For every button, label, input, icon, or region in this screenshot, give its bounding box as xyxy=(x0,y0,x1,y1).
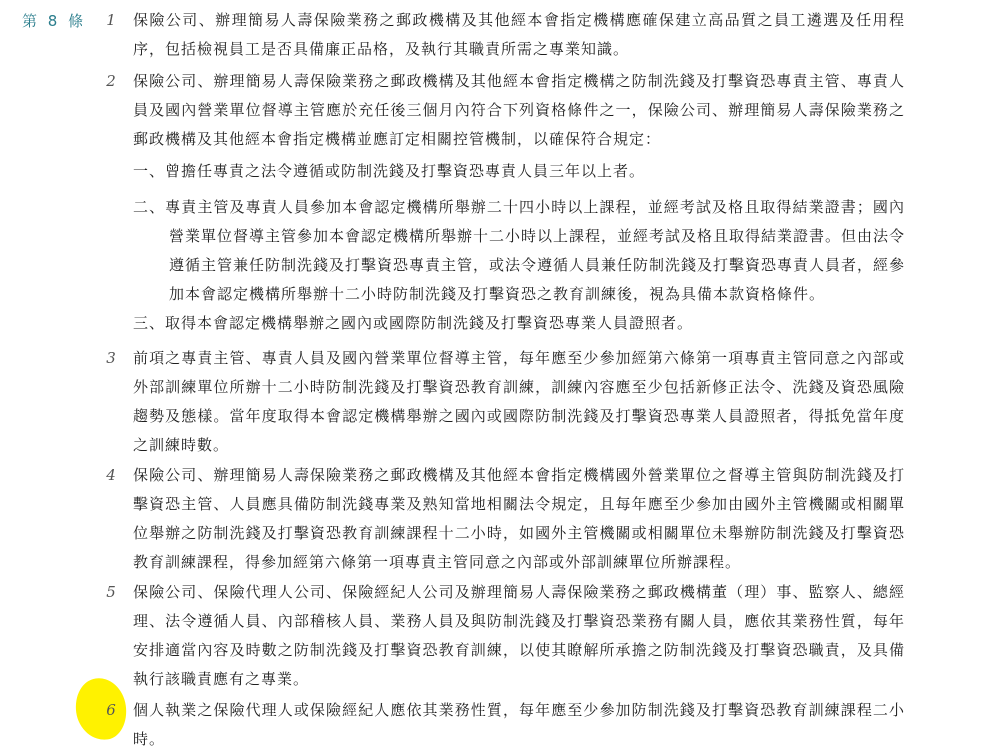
highlight-mark xyxy=(72,675,130,743)
paragraph-text: 保險公司、保險代理人公司、保險經紀人公司及辦理簡易人壽保險業務之郵政機構董（理）事、監察人、總經理、法令遵循人員、內部稽核人員、業務人員及與防制洗錢及打擊資恐業務有關人員，應依其業務性質，每年安排適當內容及時數之防制洗錢及打擊資恐教育訓練，以使其瞭解所承擔之防制洗錢及打擊資恐職責，及具備執行該職責應有之專業。 xyxy=(133,583,905,688)
paragraph-number: 6 xyxy=(106,701,116,719)
paragraph-text: 保險公司、辦理簡易人壽保險業務之郵政機構及其他經本會指定機構之防制洗錢及打擊資恐專責主管、專責人員及國內營業單位督導主管應於充任後三個月內符合下列資格條件之一，保險公司、辦理簡易人壽保險業務之郵政機構及其他經本會指定機構並應訂定相關控管機制，以確保符合規定： xyxy=(133,72,905,148)
paragraph-text: 個人執業之保險代理人或保險經紀人應依其業務性質，每年應至少參加防制洗錢及打擊資恐教育訓練課程二小時。 xyxy=(133,701,905,748)
list-item-1: 一、曾擔任專責之法令遵循或防制洗錢及打擊資恐專責人員三年以上者。 xyxy=(133,162,646,180)
paragraph-number: 1 xyxy=(106,11,116,29)
list-item-3: 三、取得本會認定機構舉辦之國內或國際防制洗錢及打擊資恐專業人員證照者。 xyxy=(133,314,694,332)
paragraph-number: 3 xyxy=(106,349,116,367)
paragraph-text: 前項之專責主管、專責人員及國內營業單位督導主管，每年應至少參加經第六條第一項專責主管同意之內部或外部訓練單位所辦十二小時防制洗錢及打擊資恐教育訓練，訓練內容應至少包括新修正法令、洗錢及資恐風險趨勢及態樣。當年度取得本會認定機構舉辦之國內或國際防制洗錢及打擊資恐專業人員證照者，得抵免當年度之訓練時數。 xyxy=(133,349,905,454)
paragraph-number: 2 xyxy=(106,72,116,90)
list-item-2: 二、專責主管及專責人員參加本會認定機構所舉辦二十四小時以上課程，並經考試及格且取得結業證書；國內營業單位督導主管參加本會認定機構所舉辦十二小時以上課程，並經考試及格且取得結業證書。但由法令遵循主管兼任防制洗錢及打擊資恐專責主管，或法令遵循人員兼任防制洗錢及打擊資恐專責人員者，經參加本會認定機構所舉辦十二小時防制洗錢及打擊資恐之教育訓練後，視為具備本款資格條件。 xyxy=(133,198,906,303)
paragraph-number: 5 xyxy=(106,583,116,601)
paragraph-text: 保險公司、辦理簡易人壽保險業務之郵政機構及其他經本會指定機構應確保建立高品質之員工遴選及任用程序，包括檢視員工是否具備廉正品格，及執行其職責所需之專業知識。 xyxy=(133,11,905,58)
article-label: 第 8 條 xyxy=(22,12,87,30)
paragraph-text: 保險公司、辦理簡易人壽保險業務之郵政機構及其他經本會指定機構國外營業單位之督導主管與防制洗錢及打擊資恐主管、人員應具備防制洗錢專業及熟知當地相關法令規定，且每年應至少參加由國外主管機關或相關單位舉辦之防制洗錢及打擊資恐教育訓練課程十二小時，如國外主管機關或相關單位未舉辦防制洗錢及打擊資恐教育訓練課程，得參加經第六條第一項專責主管同意之內部或外部訓練單位所辦課程。 xyxy=(133,466,905,571)
paragraph-number: 4 xyxy=(106,466,116,484)
